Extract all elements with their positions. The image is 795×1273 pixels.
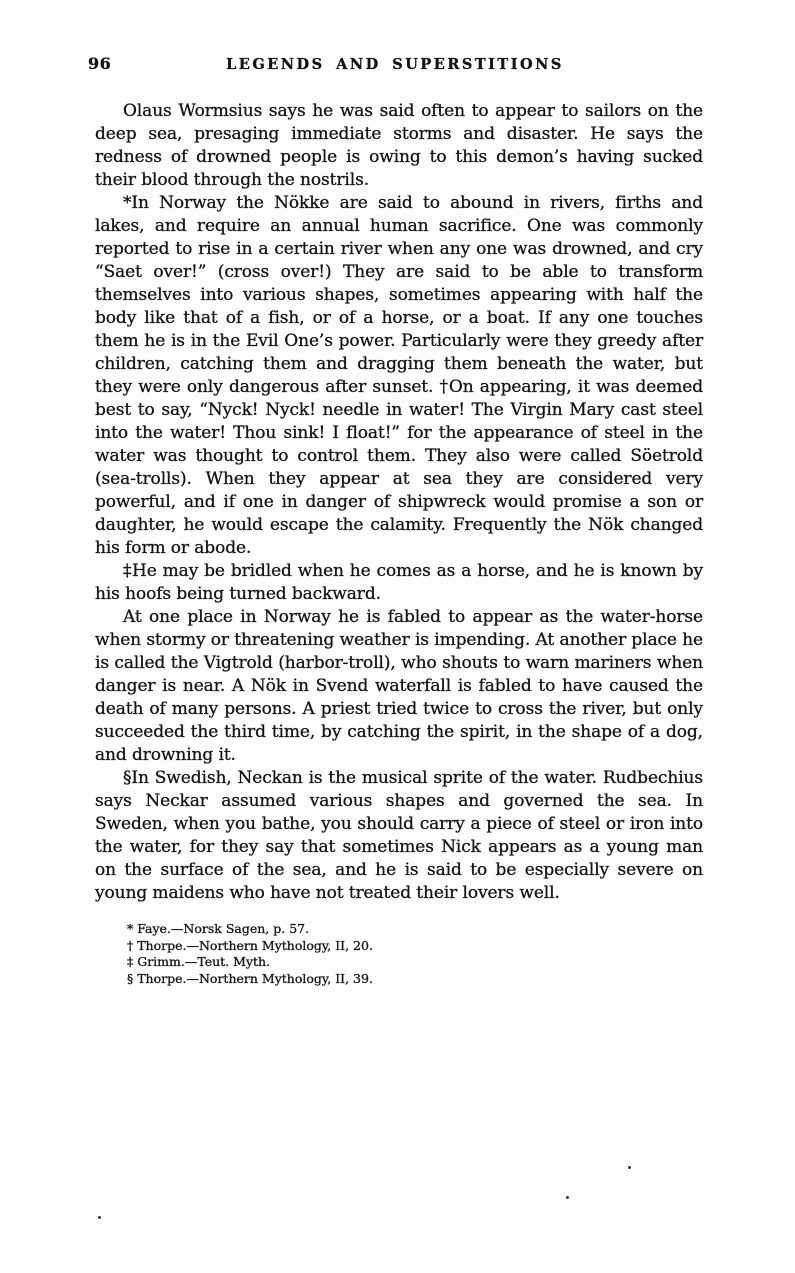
footnote-grimm: ‡ Grimm.—Teut. Myth. bbox=[127, 954, 271, 969]
paragraph-olaus-wormsius: Olaus Wormsius says he was said often to appear to sailors on the deep sea, presaging immediate storms and disaster. He says the redness of drowned people is owing to this demon’s having sucked their blood through the nostrils. bbox=[95, 101, 703, 190]
footnote-thorpe-2: § Thorpe.—Northern Mythology, II, 39. bbox=[127, 970, 373, 986]
running-title: LEGENDS AND SUPERSTITIONS bbox=[226, 56, 564, 73]
footnote-thorpe-1: † Thorpe.—Northern Mythology, II, 20. bbox=[127, 937, 373, 953]
body-text bbox=[95, 100, 703, 987]
paragraph-water-horse: At one place in Norway he is fabled to appear as the water-horse when stormy or threatening weather is impending. At another place he is called the Vigtrold (harbor-troll), who shouts to warn mariners when danger is near. A Nök in Svend waterfall is fabled to have caused the death of many persons. A priest tried twice to cross the river, but only succeeded the third time, by catching the spirit, in the shape of a dog, and drowning it. bbox=[95, 607, 703, 765]
footnotes-block bbox=[127, 921, 703, 987]
paragraph-bridled-horse: ‡He may be bridled when he comes as a horse, and he is known by his hoofs being turned backward. bbox=[95, 561, 703, 604]
footnote-faye: * Faye.—Norsk Sagen, p. 57. bbox=[127, 921, 310, 936]
page-header bbox=[88, 54, 702, 76]
scan-speck bbox=[566, 1196, 569, 1199]
paragraph-swedish-neckan: §In Swedish, Neckan is the musical sprite of the water. Rudbechius says Neckar assumed various shapes and governed the sea. In Sweden, when you bathe, you should carry a piece of steel or iron into the water, for they say that sometimes Nick appears as a young man on the surface of the sea, and he is said to be especially severe on young maidens who have not treated their lovers well. bbox=[95, 768, 703, 903]
scan-speck bbox=[98, 1216, 101, 1219]
scan-speck bbox=[628, 1166, 631, 1169]
paragraph-norway-nokke: *In Norway the Nökke are said to abound in rivers, firths and lakes, and require an annual human sacrifice. One was commonly reported to rise in a certain river when any one was drowned, and cry “Saet over!” (cross over!) They are said to be able to transform themselves into various shapes, sometimes appearing with half the body like that of a fish, or of a horse, or a boat. If any one touches them he is in the Evil One’s power. Particularly were they greedy after children, catching them and dragging them beneath the water, but they were only dangerous after sunset. †On appearing, it was deemed best to say, “Nyck! Nyck! needle in water! The Virgin Mary cast steel into the water! Thou sink! I float!” for the appearance of steel in the water was thought to control them. They also were called Söetrold (sea-trolls). When they appear at sea they are considered very powerful, and if one in danger of shipwreck would promise a son or daughter, he would escape the calamity. Frequently the Nök changed his form or abode. bbox=[95, 193, 703, 558]
page-number: 96 bbox=[88, 54, 112, 73]
